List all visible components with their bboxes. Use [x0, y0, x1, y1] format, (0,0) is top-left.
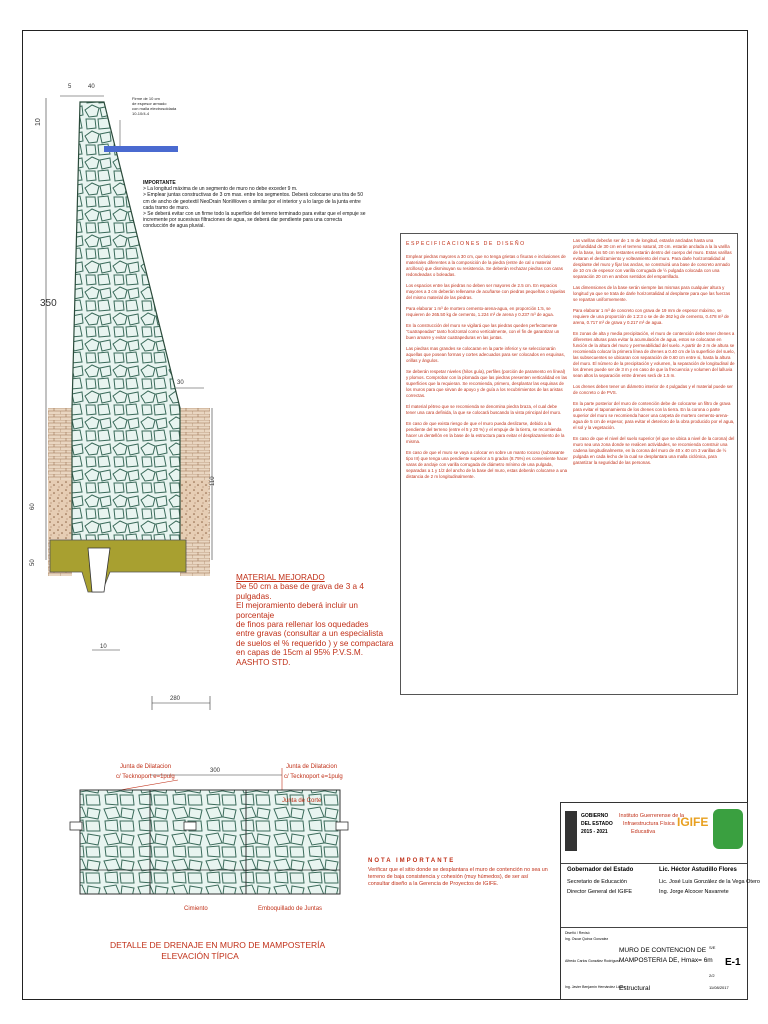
junta-left-1: Junta de Dilatacion — [120, 764, 172, 770]
water-surface — [104, 146, 178, 152]
notes-line-1: > La longitud máxima de un segmento de muro no debe exceder 9 m. — [143, 186, 298, 193]
state-seal-icon — [565, 811, 577, 851]
igife-logo: IGIFE — [677, 815, 709, 829]
date: 11/08/2017 — [709, 985, 729, 990]
notes-heading: IMPORTANTE — [143, 180, 176, 186]
notes-line-3: > Se deberá evitar con un firme todo la superficie del terreno terminado para evitar que el empuje se incremente por sucesivas filtraciones de agua, se deberá dar pendiente para una correcta conducción de agua pluvial. — [143, 211, 366, 230]
spec-paragraph: Se deberán respetar niveles (hilos guía), perfiles (porción de paramento en líneal) y plomos. Comprobar con la plomada que las piedras presenten verticalidad en las superficies que la requieran. Se recomienda, primero, desplantar las esquinas de los muros para que sirvan de apoyo y de guía a los recubrimientos de las aristas correctas. — [406, 369, 568, 398]
material-note — [236, 573, 396, 667]
small-line-2: Ing. Oscar Quiroz Gonzalez — [565, 937, 609, 941]
scale: S/E — [709, 945, 716, 950]
official-role-3: Director General del IGIFE — [567, 889, 633, 895]
junta-right-1: Junta de Dilatacion — [286, 764, 338, 770]
spec-paragraph: En caso de que el nivel del suelo superior (el que se ubica a nivel de la corona) del muro sea una zona donde se realicen actividades, se recomienda construir una cadena longitudinalmente, en la corona del muro de 40 x 40 cm 3 varillas de ½ pulgada en cada lecho de la cual se desplantara una malla ciclónica, para garantizar la seguridad de las personas. — [573, 436, 735, 465]
spec-paragraph: En caso de que el muro se vaya a colocar en sobre un manto rocoso (subrasante tipo III) que tenga una pendiente superior a 5 grados (8.75%) es conveniente hacer varas de anclaje con varilla corrugada de diámetro mínimo de una pulgada, separadas a 1 y 1/2 del ancho de la base del muro, estas deberán colocarse a una distancia de 2 m longitudinalmente. — [406, 450, 568, 479]
spec-title: ESPECIFICACIONES DE DISEÑO — [406, 241, 526, 247]
spec-paragraph: Para elaborar 1 m³ de concreto con grava de 19 mm de espesor máximo, se requiere de una proporción de 1:2:3 o se de de 362 kg de cemento, 0.478 m³ de arena, 0.717 m³ de grava y 0.217 m³ de agua. — [573, 308, 729, 325]
official-name-1: Lic. Héctor Astudillo Flores — [659, 867, 737, 873]
spec-paragraph: Las piedras mas grandes se colocaran en la parte inferior y se seleccionarán aquellas que posean formas y cortes adecuados para ser colocados en esquinas, orillas y ángulos. — [406, 346, 565, 363]
important-notes — [143, 180, 368, 230]
nota-importante — [368, 858, 548, 888]
spec-paragraph: Emplear piedras mayores a 30 cm, que no tenga grietas o fisuras e inclusiones de materiales diferentes a la composición de la piedra (entre de cal o material arcilloso) que disminuyan su resistencia. Se deberán rechazar piedras con caras redondeadas o boleadas. — [406, 254, 566, 277]
spec-paragraph: Los drenes deben tener un diámetro interior de 4 pulgadas y el material puede ser de concreto o de PVS. — [573, 384, 733, 395]
official-name-3: Ing. Jorge Alcocer Navarrete — [659, 889, 729, 895]
dim-top-5: 5 — [68, 84, 72, 90]
caption-line-1: DETALLE DE DRENAJE EN MURO DE MAMPOSTERÍA — [110, 940, 326, 950]
title-block — [560, 802, 760, 1000]
dim-280: 280 — [170, 696, 181, 702]
project-title-2: MAMPOSTERIA DE, Hmax= 6m — [619, 957, 713, 964]
cimiento-label: Cimiento — [184, 906, 208, 912]
spec-paragraph: En zonas de alta y media precipitación, el muro de contención debe tener drenes a diferentes alturas para evitar la acumulación de agua, estos se colocaran en función de la altura del muro y permeabilidad del suelo. A partir de 2 m de altura se recomienda colocar la primera línea de drenes a 0.40 cm de la superficie del suelo, las subsecuentes se ubicaran con separación de 0.60 cm entre si, hasta la altura del muro. El número de la precipitación y volumen, la separación de longitudinal de los drenes puede ser de 3 m y en caso de que la frecuencia y volumen del lalluvia sean altos la separación entre drenes será de 1.5 m. — [573, 331, 735, 378]
material-line-7: en capas de 15cm al 95% P.V.S.M. AASHTO STD. — [236, 648, 363, 667]
spec-paragraph: Las dimensiones de la base serán siempre las mismas para cualquier altura y longitud ya que se trata de darle horizontalidad al desplante para que las fuerzas se repartan uniformemente. — [573, 285, 731, 302]
project-row — [561, 927, 747, 1000]
sheet-number: E-1 — [725, 957, 741, 968]
nota-title: NOTA IMPORTANTE — [368, 858, 456, 864]
junta-right-2: c/ Tecknoport e=1pulg — [284, 774, 343, 780]
junta-corte: Junta de Corte — [282, 798, 322, 804]
material-line-1: MATERIAL MEJORADO — [236, 573, 325, 582]
small-line-1: Diseñó / Revisó — [565, 931, 590, 935]
material-line-5: entre gravas (consultar a un especialista — [236, 629, 383, 639]
institute-line-3: Educativa — [631, 829, 656, 835]
spec-paragraph: En caso de que exista riesgo de que el muro pueda deslizarse, debido a la pendiente del terreno (entre el 5 y 20 %) y el empuje de la tierra, se recomienda hacer un dentellón en la base de la estructura para evitar el desplazamiento de la misma. — [406, 421, 565, 444]
drain-pipe-right — [336, 822, 348, 830]
fill-note-1: Firme de 10 cm — [132, 96, 160, 101]
dim-60: 60 — [30, 503, 36, 510]
official-role-1: Gobernador del Estado — [567, 867, 634, 873]
drain-caption — [110, 940, 326, 962]
spec-paragraph: Los espacios entre las piedras no deben ser mayores de 2.5 cm. En espacios mayores a 3 cm deberán rellenarse de acuñarse con piedras pequeñas o rajuelas del mismo material de las piedras. — [406, 283, 566, 300]
dim-10: 10 — [35, 118, 42, 126]
small-line-4: Ing. Javier Benjamín Hernández López — [565, 985, 626, 989]
officials-row — [561, 863, 760, 928]
drain-pipe-left — [70, 822, 82, 830]
small-line-3: Alfredo Carlos González Rodríguez — [565, 959, 621, 963]
spec-paragraph: En la parte posterior del muro de contención debe de colocarse un filtro de grava para evitar el taponamiento de los drenes con la tierra. En la corona o parte superior del muro se recomienda hacer una carpeta de mortero cemento-arena-agua de 5 cm de espesor, para evitar el deterioro de la obra producido por el agua, el sol y la vegetación. — [573, 401, 735, 430]
fill-note-4: 10-10/4-4 — [132, 111, 150, 116]
official-name-2: Lic. José Luis González de la Vega Otero — [659, 879, 760, 885]
fill-note-3: con malla electrosoldada — [132, 106, 177, 111]
spec-paragraph: En la construcción del muro se vigilará que las piedras queden perfectamente "cuatrapeadas" tanto horizontal como verticalmente, con el fin de garantizar un buen amarre y evitar cuatrapeduras en las juntas. — [406, 323, 560, 340]
dim-110: 110 — [210, 476, 216, 486]
spec-paragraph: Las varillas deberán ser de 1 m de longitud, estarán ancladas hasta una profundidad de 30 cm en el terreno natural, 20 cm. estarán anclada a la la varilla de la base, los 50 cm restantes estarán dentro del cuerpo del muro. Estas varillas evitaran el deslizamiento y volteamiento del muro. Para darle horizontalidad al desplante del muro y fijar las anclas, se construirá una base de concreto armado de 10 cm de espesor con varilla corrugada de ½ pulgada colocada con una separación 20 cm en ambos sentidos del emparrillado. — [573, 238, 732, 279]
wall-body — [72, 102, 180, 548]
gov-line-3: 2015 - 2021 — [581, 829, 608, 835]
improved-material — [50, 540, 186, 592]
nota-text: Verificar que el sitio donde se desplantara el muro de contención no sea un terreno de baja consistencia y cohesión (muy húmedos), de ser así consultar diseño a la Gerencia de Proyectos de IGIFE. — [368, 867, 548, 887]
spec-column-2 — [573, 238, 735, 471]
discipline: Estructural — [619, 985, 651, 992]
guerrero-logo-icon — [713, 809, 743, 849]
project-title-1: MURO DE CONTENCION DE — [619, 947, 707, 954]
gov-line-1: GOBIERNO — [581, 813, 609, 819]
dim-50: 50 — [30, 559, 36, 566]
spec-paragraph: El material pétreo que se recomienda se denomina piedra braza, el cual debe tener una cara definida, la que se colocará buscando la vista principal del muro. — [406, 404, 562, 415]
notes-line-2: > Emplear juntas constructivas de 3 cm max. entre los segmentos. Deberá colocarse una tira de 50 cm de ancho de geotextil NeoDrain NonWoven o similar por el interior y a lo largo de la junta entre cada tramo de muro. — [143, 192, 363, 211]
title-block-header — [561, 803, 747, 864]
dim-top-40: 40 — [88, 84, 95, 90]
caption-line-2: ELEVACIÓN TÍPICA — [161, 951, 239, 961]
dim-30: 30 — [177, 380, 184, 386]
design-specifications — [400, 233, 738, 695]
material-line-4: de finos para rellenar los oquedades — [236, 620, 369, 630]
dim-10b: 10 — [100, 644, 107, 650]
material-line-2: De 50 cm a base de grava de 3 a 4 pulgadas. — [236, 582, 364, 601]
material-line-6: de suelos el % requerido ) y se compactara — [236, 638, 394, 648]
junta-left-2: c/ Tecknoport e=1pulg — [116, 774, 175, 780]
institute-line-2: Infraestructura Física — [623, 821, 675, 827]
spec-column-1 — [406, 238, 568, 485]
gov-line-2: DEL ESTADO — [581, 821, 613, 827]
official-role-2: Secretario de Educación — [567, 879, 627, 885]
dim-300: 300 — [210, 768, 221, 774]
material-line-3: El mejoramiento deberá incluir un porcentaje — [236, 601, 358, 620]
institute-line-1: Instituto Guerrerense de la — [619, 813, 685, 819]
emboquillado-label: Emboquillado de Juntas — [258, 906, 323, 912]
drain-wall-elevation — [80, 790, 340, 894]
drain-pipe-mid — [184, 822, 196, 830]
drain-gravel — [88, 548, 110, 592]
figure-number: 2/2 — [709, 973, 715, 978]
dim-350: 350 — [40, 298, 57, 309]
fill-note-2: de espesor armado — [132, 101, 167, 106]
spec-paragraph: Para elaborar 1 m³ de mortero cemento-arena-agua, en proporción 1:5, se requieren de 265.50 kg de cemento, 1.224 m³ de arena y 0.237 m³ de agua. — [406, 306, 554, 317]
